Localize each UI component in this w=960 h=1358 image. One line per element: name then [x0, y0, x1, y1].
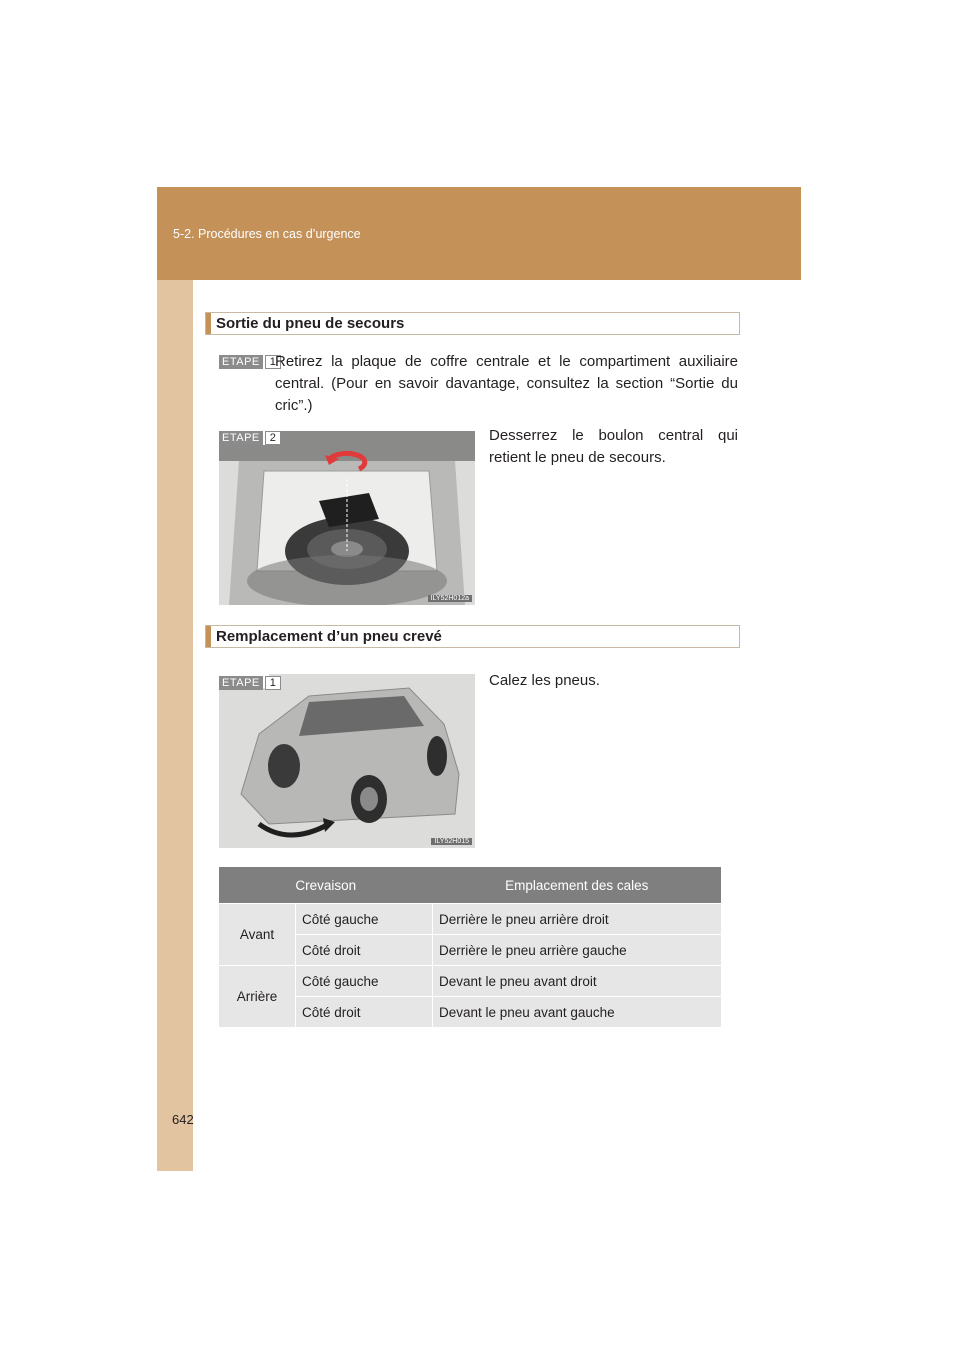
step-label: ETAPE	[219, 676, 263, 690]
table-group-cell: Avant	[219, 904, 296, 966]
section-heading-spare-tire	[205, 312, 740, 335]
table-group-cell: Arrière	[219, 966, 296, 1028]
figure-code: ILY52H015	[431, 838, 472, 845]
table-header-cell: Crevaison	[219, 867, 433, 904]
car-wheel-chocks-illustration	[219, 674, 475, 848]
table-header-cell: Emplacement des cales	[433, 867, 722, 904]
table-row	[219, 966, 721, 997]
step-label: ETAPE	[219, 431, 263, 445]
step-text: Retirez la plaque de coffre centrale et le compartiment auxiliaire central. (Pour en savoir davantage, consultez la section “Sortie du cric”.)	[275, 353, 738, 414]
side-margin-band	[157, 187, 193, 1171]
step-text: Calez les pneus.	[489, 672, 600, 689]
table-cell: Côté gauche	[296, 904, 433, 935]
table-cell: Côté gauche	[296, 966, 433, 997]
table-cell: Devant le pneu avant droit	[433, 966, 722, 997]
wheel-chock-table	[219, 867, 721, 1028]
figure-code: ILY52H012a	[428, 595, 472, 602]
section-heading-flat-tire	[205, 625, 740, 648]
chapter-title: 5-2. Procédures en cas d’urgence	[173, 227, 361, 241]
step-number: 1	[265, 676, 281, 690]
section-title: Sortie du pneu de secours	[216, 315, 405, 332]
table-cell: Devant le pneu avant gauche	[433, 997, 722, 1028]
step-number: 1	[265, 355, 281, 369]
table-row	[219, 904, 721, 935]
table-cell: Côté droit	[296, 935, 433, 966]
chapter-header	[157, 187, 801, 280]
page-number: 642	[172, 1112, 194, 1127]
step-text: Desserrez le boulon central qui retient le pneu de secours.	[489, 427, 738, 466]
table-cell: Côté droit	[296, 997, 433, 1028]
table-cell: Derrière le pneu arrière droit	[433, 904, 722, 935]
step-badge	[219, 676, 281, 690]
step-badge	[219, 355, 281, 369]
trunk-spare-tire-illustration	[219, 431, 475, 605]
section-heading-accent	[206, 313, 211, 334]
step-number: 2	[265, 431, 281, 445]
step-label: ETAPE	[219, 355, 263, 369]
table-cell: Derrière le pneu arrière gauche	[433, 935, 722, 966]
section-heading-accent	[206, 626, 211, 647]
section-title: Remplacement d’un pneu crevé	[216, 628, 442, 645]
table-header-row	[219, 867, 721, 904]
step-badge	[219, 431, 281, 445]
